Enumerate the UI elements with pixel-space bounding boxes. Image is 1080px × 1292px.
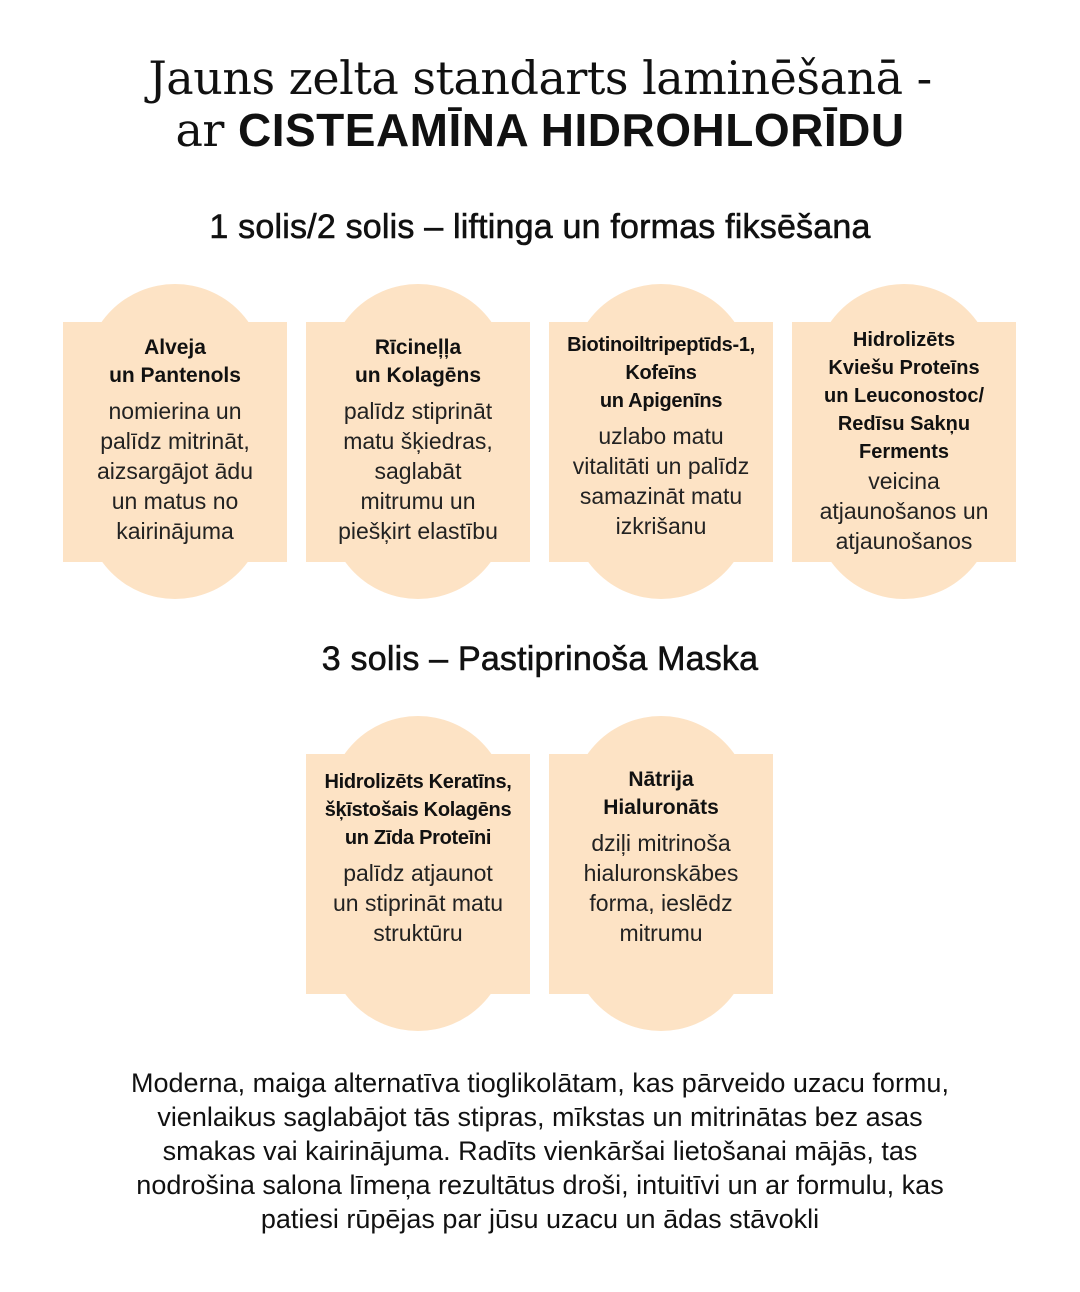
card-content <box>306 334 530 546</box>
ingredient-card <box>306 284 530 599</box>
card-content <box>63 334 287 546</box>
title-line-1: Jauns zelta standarts laminēšanā - <box>148 51 932 105</box>
ingredient-name: Rīcineļļa un Kolagēns <box>354 336 481 387</box>
section-2-heading: 3 solis – Pastiprinoša Maska <box>321 640 759 678</box>
ingredient-card <box>306 716 530 1031</box>
description-paragraph: Moderna, maiga alternatīva tioglikolātam, kas pārveido uzacu formu, vienlaikus saglabājot tās stipras, mīkstas un mitrinātas bez asas smakas vai kairinājuma. Radīts vienkāršai lietošanai mājās, tas nodrošina salona līmeņa rezultātus droši, intuitīvi un ar formulu, kas patiesi rūpējas par jūsu uzacu un ādas stāvokli <box>131 1068 949 1234</box>
ingredient-card <box>549 284 773 599</box>
card-content <box>792 326 1016 556</box>
page-title <box>0 52 1080 156</box>
ingredient-name: Hidrolizēts Keratīns, šķīstošais Kolagēns un Zīda Proteīni <box>324 771 512 849</box>
ingredient-description: palīdz stiprināt matu šķiedras, saglabāt mitrumu un piešķirt elastību <box>338 398 498 544</box>
ingredient-description: nomierina un palīdz mitrināt, aizsargājot ādu un matus no kairinājuma <box>97 398 253 544</box>
ingredient-description: palīdz atjaunot un stiprināt matu struktūru <box>332 860 504 946</box>
title-line-2-prefix: ar <box>175 103 238 157</box>
ingredient-name: Hidrolizēts Kviešu Proteīns un Leuconostoc/ Redīsu Sakņu Ferments <box>824 329 984 463</box>
ingredient-description: veicina atjaunošanos un atjaunošanos <box>819 468 989 554</box>
title-line-2 <box>0 104 1080 156</box>
card-content <box>306 768 530 948</box>
ingredient-card <box>549 716 773 1031</box>
card-content <box>549 331 773 541</box>
ingredient-name: Biotinoiltripeptīds-1, Kofeīns un Apigenīns <box>567 334 755 412</box>
ingredient-card <box>63 284 287 599</box>
card-content <box>549 766 773 948</box>
ingredient-description: dziļi mitrinoša hialuronskābes forma, ieslēdz mitrumu <box>583 830 739 946</box>
card-arch-bottom <box>328 941 508 1031</box>
section-1-heading: 1 solis/2 solis – liftinga un formas fiksēšana <box>209 208 871 246</box>
title-line-2-bold: CISTEAMĪNA HIDROHLORĪDU <box>237 104 905 156</box>
card-arch-bottom <box>571 941 751 1031</box>
ingredient-description: uzlabo matu vitalitāti un palīdz samazināt matu izkrišanu <box>572 423 750 539</box>
ingredient-card <box>792 284 1016 599</box>
ingredient-name: Nātrija Hialuronāts <box>603 768 719 819</box>
ingredient-name: Alveja un Pantenols <box>109 336 241 387</box>
